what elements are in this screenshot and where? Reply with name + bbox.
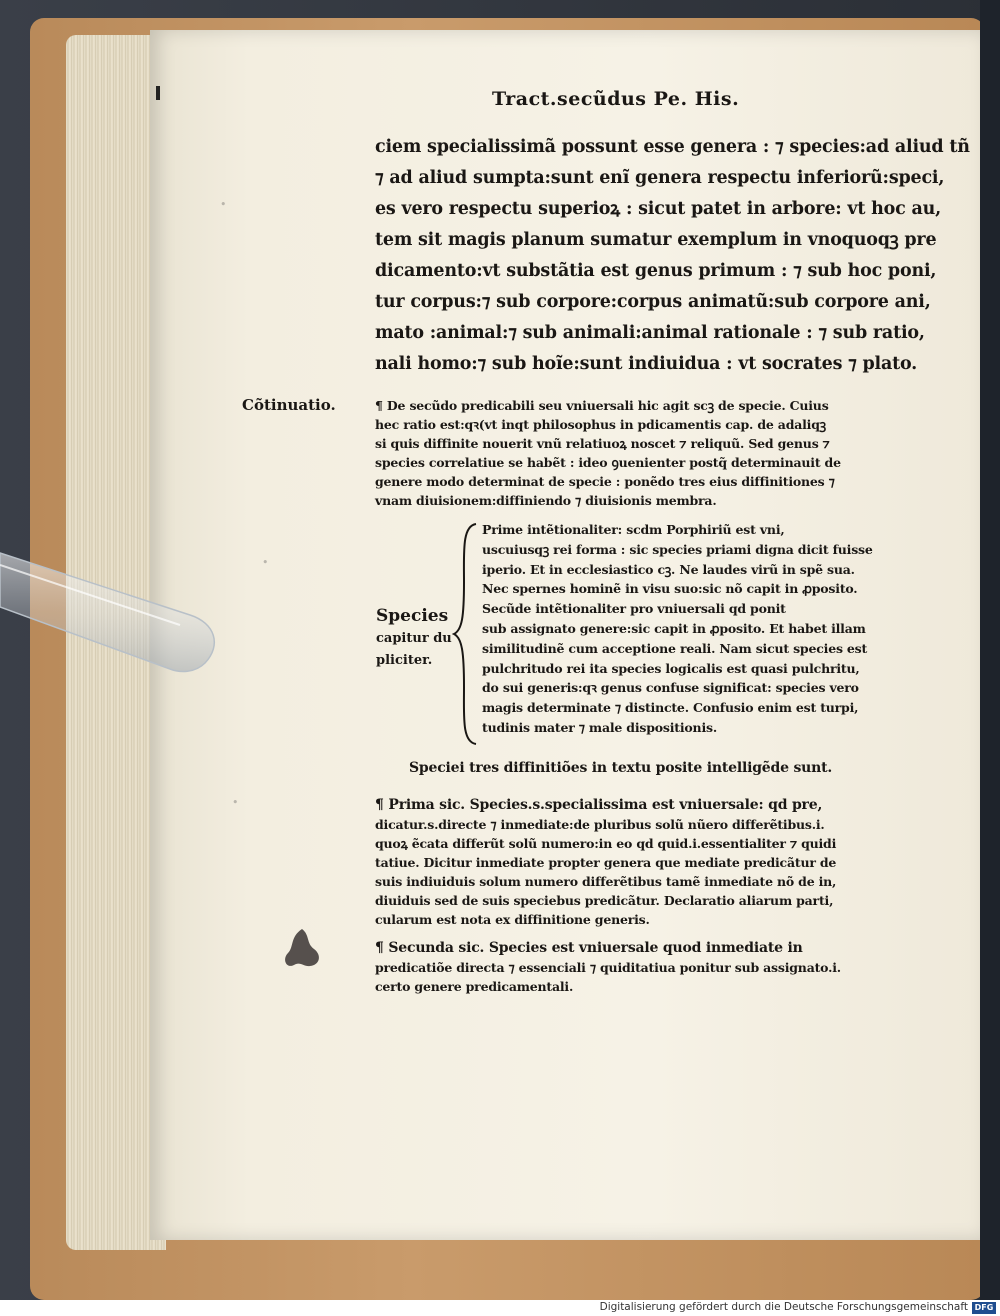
bleed-through-note-3: • [232, 796, 239, 809]
scan-right-margin [980, 0, 1000, 1300]
text-line: dicamento:vt substãtia est genus primum : ⁊ sub hoc poni, [375, 261, 937, 281]
text-line: quoꝝ ẽcata differũt solũ numero:in eo qd quid.i.essentialiter ⁊ quidi [375, 836, 837, 851]
glass-page-weight [0, 545, 220, 675]
text-line: cularum est nota ex diffinitione generis. [375, 912, 650, 927]
marginal-note-continuatio: Cõtinuatio. [242, 396, 336, 414]
text-line: Prime intẽtionaliter: scdm Porphiriũ est vni, [482, 522, 785, 537]
text-line: do sui generis:qꝛ genus confuse significat: species vero [482, 680, 859, 696]
text-line: si quis diffinite nouerit vnũ relatiuoꝝ noscet ⁊ reliquũ. Sed genus ⁊ [375, 436, 830, 451]
text-line: diuiduis sed de suis speciebus predicãtur. Declaratio aliarum parti, [375, 893, 834, 908]
text-line: species correlatiue se habẽt : ideo ꝯuenienter postq̃ determinauit de [375, 455, 841, 470]
dfg-logo: DFG [972, 1302, 996, 1314]
text-line: es vero respectu superioꝝ : sicut patet in arbore: vt hoc au, [375, 199, 942, 219]
curly-brace-icon [452, 522, 480, 747]
footer-funding-note: Digitalisierung gefördert durch die Deutsche Forschungsgemeinschaft [599, 1301, 968, 1313]
text-line: nali homo:⁊ sub hoĩe:sunt indiuidua : vt socrates ⁊ plato. [375, 354, 918, 374]
main-text-block [375, 132, 970, 380]
text-line: similitudinẽ cum acceptione reali. Nam sicut species est [482, 640, 868, 656]
text-line: magis determinate ⁊ distincte. Confusio enim est turpi, [482, 700, 859, 716]
text-line: certo genere predicamentali. [375, 979, 574, 994]
text-line: hec ratio est:qꝛ(vt inqt philosophus in pdicamentis cap. de adaliqꝫ [375, 417, 826, 432]
summary-line [375, 758, 920, 778]
text-line: tur corpus:⁊ sub corpore:corpus animatũ:sub corpore ani, [375, 292, 931, 312]
text-line: dicatur.s.directe ⁊ inmediate:de pluribus solũ nũero differẽtibus.i. [375, 817, 825, 832]
text-line: Secũde intẽtionaliter pro vniuersali qd ponit [482, 601, 786, 617]
species-definitions [482, 520, 922, 738]
species-label-line: capitur du [376, 631, 452, 646]
running-head: Tract.secũdus Pe. His. [492, 88, 740, 110]
prima-paragraph [375, 795, 920, 929]
bleed-through-note-2: • [262, 556, 269, 569]
footer-bar [0, 1300, 1000, 1316]
text-line: vnam diuisionem:diffiniendo ⁊ diuisionis membra. [375, 493, 717, 508]
species-label-line: Species [376, 606, 449, 626]
text-line: Speciei tres diffinitiões in textu posite intelligẽde sunt. [409, 760, 833, 776]
species-label-line: pliciter. [376, 653, 433, 668]
text-line: sub assignato genere:sic capit in ꝓposito. Et habet illam [482, 620, 866, 636]
text-line: uscuiusqꝫ rei forma : sic species priami digna dicit fuisse [482, 541, 873, 557]
bleed-through-note-1: • [220, 198, 227, 211]
continuatio-paragraph [375, 396, 920, 510]
secunda-paragraph [375, 938, 920, 996]
text-line: Nec spernes hominẽ in visu suo:sic nõ capit in ꝓposito. [482, 581, 858, 597]
text-line: ¶ Secunda sic. Species est vniuersale quod inmediate in [375, 940, 803, 956]
text-line: tem sit magis planum sumatur exemplum in vnoquoqꝫ pre [375, 230, 937, 250]
text-line: genere modo determinat de specie : ponẽdo tres eius diffinitiones ⁊ [375, 474, 835, 489]
text-line: tudinis mater ⁊ male dispositionis. [482, 719, 717, 735]
text-line: predicatiõe directa ⁊ essenciali ⁊ quiditatiua ponitur sub assignato.i. [375, 960, 841, 975]
text-line: suis indiuiduis solum numero differẽtibus tamẽ inmediate nõ de in, [375, 874, 837, 889]
text-line: iperio. Et in ecclesiastico cꝫ. Ne laudes virũ in spẽ sua. [482, 561, 855, 577]
text-line: pulchritudo rei ita species logicalis est quasi pulchritu, [482, 660, 860, 676]
text-line: ¶ De secũdo predicabili seu vniuersali hic agit scꝫ de specie. Cuius [375, 398, 829, 413]
text-line: ¶ Prima sic. Species.s.specialissima est vniuersale: qd pre, [375, 797, 823, 813]
ink-stain [280, 925, 325, 970]
text-line: ⁊ ad aliud sumpta:sunt enĩ genera respectu inferiorũ:speci, [375, 168, 945, 188]
folio-mark [156, 86, 160, 100]
text-line: mato :animal:⁊ sub animali:animal rationale : ⁊ sub ratio, [375, 323, 925, 343]
text-line: tatiue. Dicitur inmediate propter genera que mediate predicãtur de [375, 855, 837, 870]
text-line: ciem specialissimã possunt esse genera : ⁊ species:ad aliud tñ [375, 137, 970, 157]
